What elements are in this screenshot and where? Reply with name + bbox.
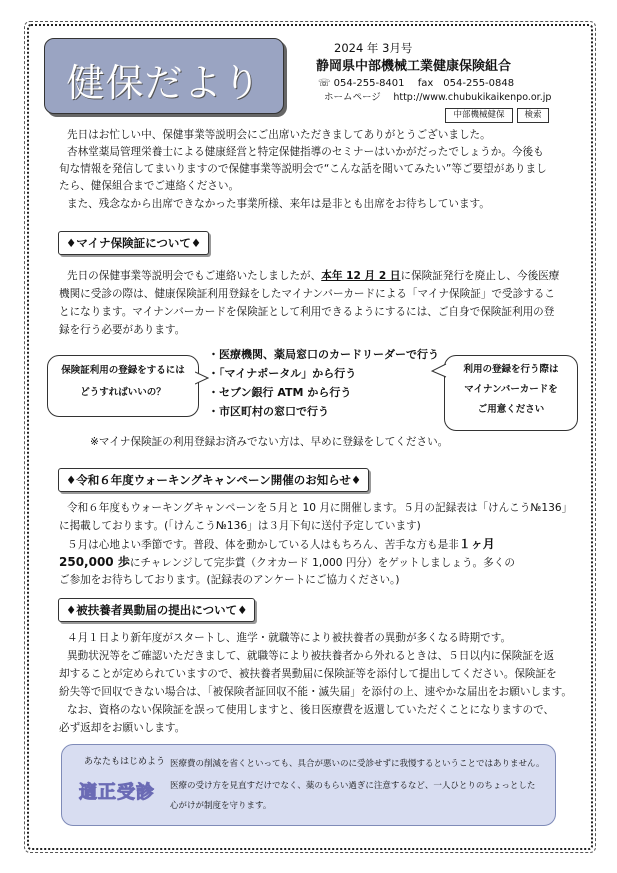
abolish-date: 本年 12 月 2 日 [321, 270, 401, 282]
issue-date: 2024 年 3月号 [334, 41, 413, 55]
bullet-myna-portal: ・「マイナポータル」から行う [208, 367, 357, 380]
myna-line-4: 録を行う必要があります。 [59, 324, 186, 336]
walking-line-1: 令和６年度もウォーキングキャンペーンを５月と 10 月に開催します。５月の記録表は「けんこう№136」 [67, 502, 573, 514]
intro-line-4: たら、健保組合までご連絡ください。 [59, 180, 240, 192]
dependents-line-5: なお、資格のない保険証を誤って使用しますと、後日医療費を返還していただくことになりますので、 [67, 704, 555, 716]
campaign-text-3: 心がけが制度を守ります。 [170, 801, 272, 811]
question-callout: 保険証利用の登録をするには どうすればいいの？ [47, 355, 199, 417]
callout-pointer-right [431, 362, 447, 380]
myna-line-1: 先日の保健事業等説明会でもご連絡いたしましたが、本年 12 月 2 日に保険証発行を廃止し、今後医療 [67, 270, 560, 282]
myna-line-2: 機関に受診の際は、健康保険証利用登録をしたマイナンバーカードによる「マイナ保険証」で受診するこ [59, 288, 555, 300]
section-heading-dependents: ♦被扶養者異動届の提出について♦ [58, 598, 255, 622]
organization-name: 静岡県中部機械工業健康保険組合 [316, 59, 512, 74]
campaign-text-1: 医療費の削減を省くといっても、具合が悪いのに受診せずに我慢するということではありません。 [170, 759, 545, 769]
proper-consultation-box [61, 744, 556, 826]
bullet-card-reader: ・医療機関、薬局窓口のカードリーダーで行う [208, 348, 439, 361]
intro-line-3: 旬な情報を発信してまいりますので保健事業等説明会で“こんな話を聞いてみたい”等ご要望がありまし [59, 163, 547, 175]
dependents-line-1: ４月１日より新年度がスタートし、進学・就職等により被扶養者の異動が多くなる時期です。 [67, 632, 512, 644]
homepage-url[interactable]: ホームページ http://www.chubukikaikenpo.or.jp [324, 92, 552, 103]
walking-period: １ヶ月 [458, 537, 495, 551]
walking-line-2: に掲載しております。(「けんこう№136」は３月下旬に送付予定しています) [59, 520, 421, 532]
bullet-seven-atm: ・セブン銀行 ATM から行う [208, 386, 352, 399]
bullet-city-office: ・市区町村の窓口で行う [208, 405, 329, 418]
dependents-line-6: 必ず返却をお願いします。 [59, 722, 186, 734]
walking-line-3: ５月は心地よい季節です。普段、体を動かしている人はもちろん、苦手な方も是非１ヶ月 [67, 537, 495, 551]
reminder-callout: 利用の登録を行う際は マイナンバーカードを ご用意ください [444, 355, 578, 431]
intro-line-1: 先日はお忙しい中、保健事業等説明会にご出席いただきましてありがとうございました。 [67, 129, 491, 141]
dependents-line-2: 異動状況等をご確認いただきまして、就職等により被扶養者から外れるときは、５日以内に保険証を返 [67, 650, 555, 662]
myna-line-3: とになります。マイナンバーカードを保険証として利用できるようにするには、ご自身で保険証利用の登 [59, 306, 555, 318]
section-heading-myna: ♦マイナ保険証について♦ [58, 231, 209, 255]
walking-steps-goal: 250,000 歩 [59, 555, 130, 569]
walking-line-4: 250,000 歩にチャレンジして完歩賞（クオカード 1,000 円分）をゲットしましょう。多くの [59, 555, 515, 569]
callout-pointer-left [195, 370, 209, 386]
dependents-line-4: 紛失等で回収できない場合は、「被保険者証回収不能・滅失届」を添付の上、速やかな届出をお願いします。 [59, 686, 572, 698]
dependents-line-3: 却することが定められていますので、被扶養者異動届に保険証等を添付して提出してください。保険証を [59, 668, 557, 680]
section-heading-walking: ♦令和６年度ウォーキングキャンペーン開催のお知らせ♦ [58, 468, 369, 492]
intro-line-5: また、残念なから出席できなかった事業所様、来年は是非とも出席をお待ちしています。 [67, 198, 490, 210]
walking-line-5: ご参加をお待ちしております。(記録表のアンケートにご協力ください。) [59, 574, 400, 586]
campaign-title: 適正受診 [79, 782, 155, 803]
campaign-lead: あなたもはじめよう [84, 757, 166, 767]
contact-phone-fax: ☏ 054-255-8401 fax 054-255-0848 [318, 78, 515, 89]
campaign-text-2: 医療の受け方を見直すだけでなく、薬のもらい過ぎに注意するなど、一人ひとりのちょっとした [170, 781, 536, 791]
search-keyword-box: 中部機械健保 [445, 108, 513, 123]
newsletter-title: 健保だより [66, 61, 262, 105]
search-button[interactable]: 検索 [517, 108, 549, 123]
intro-line-2: 杏林堂薬局管理栄養士による健康経営と特定保健指導のセミナーはいかがだったでしょうか。今後も [67, 146, 544, 158]
myna-note: ※マイナ保険証の利用登録お済みでない方は、早めに登録をしてください。 [90, 436, 449, 448]
newsletter-title-box [44, 38, 284, 114]
